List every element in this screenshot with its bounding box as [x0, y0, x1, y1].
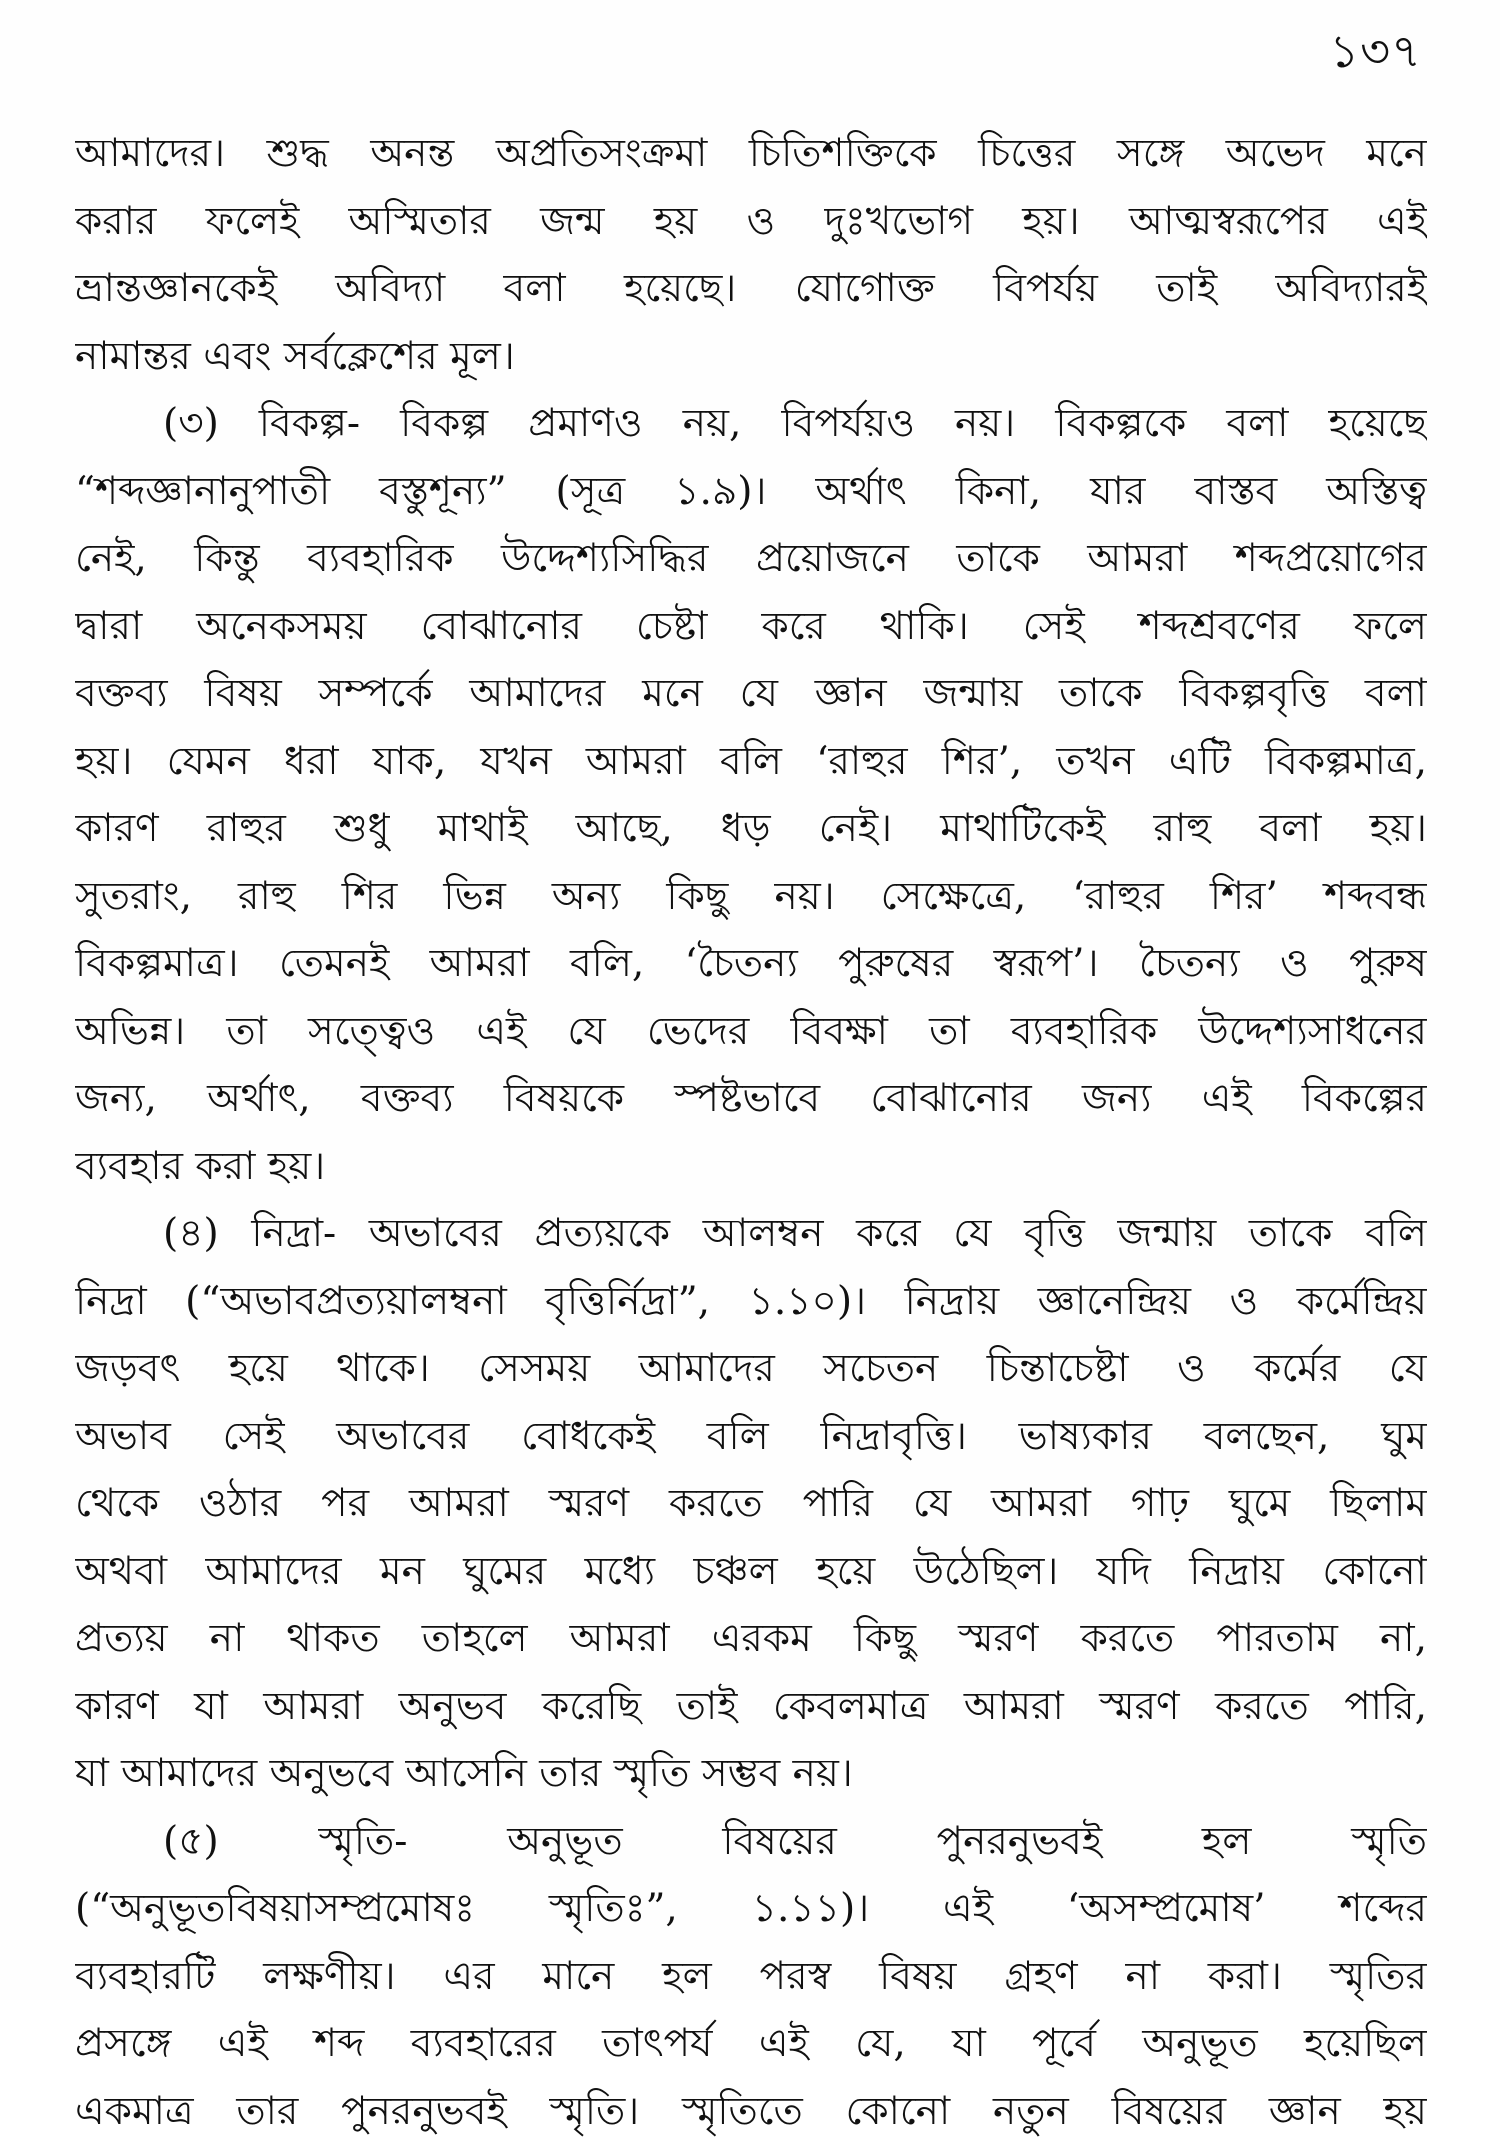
- text-line: প্রসঙ্গে এই শব্দ ব্যবহারের তাৎপর্য এই যে, যা পূর্বে অনুভূত হয়েছিল: [75, 2010, 1427, 2078]
- text-line: একমাত্র তার পুনরনুভবই স্মৃতি। স্মৃতিতে কোনো নতুন বিষয়ের জ্ঞান হয়: [75, 2078, 1427, 2145]
- text-line: নিদ্রা (“অভাবপ্রত্যয়ালম্বনা বৃত্তির্নিদ্রা”, ১.১০)। নিদ্রায় জ্ঞানেন্দ্রিয় ও কর্মেন্দ্রিয়: [75, 1268, 1427, 1336]
- text-line: “শব্দজ্ঞানানুপাতী বস্তুশূন্য” (সূত্র ১.৯)। অর্থাৎ কিনা, যার বাস্তব অস্তিত্ব: [75, 458, 1427, 526]
- page-number: ১৩৭: [1329, 28, 1422, 74]
- text-line: সুতরাং, রাহু শির ভিন্ন অন্য কিছু নয়। সেক্ষেত্রে, ‘রাহুর শির’ শব্দবন্ধ: [75, 863, 1427, 931]
- text-line: (৫) স্মৃতি- অনুভূত বিষয়ের পুনরনুভবই হল স্মৃতি: [75, 1808, 1427, 1876]
- text-line: আমাদের। শুদ্ধ অনন্ত অপ্রতিসংক্রমা চিতিশক্তিকে চিত্তের সঙ্গে অভেদ মনে: [75, 120, 1427, 188]
- text-line: থেকে ওঠার পর আমরা স্মরণ করতে পারি যে আমরা গাঢ় ঘুমে ছিলাম: [75, 1470, 1427, 1538]
- text-line: অভাব সেই অভাবের বোধকেই বলি নিদ্রাবৃত্তি। ভাষ্যকার বলছেন, ঘুম: [75, 1403, 1427, 1471]
- text-line: ভ্রান্তজ্ঞানকেই অবিদ্যা বলা হয়েছে। যোগোক্ত বিপর্যয় তাই অবিদ্যারই: [75, 255, 1427, 323]
- text-line: বিকল্পমাত্র। তেমনই আমরা বলি, ‘চৈতন্য পুরুষের স্বরূপ’। চৈতন্য ও পুরুষ: [75, 930, 1427, 998]
- text-line: (৩) বিকল্প- বিকল্প প্রমাণও নয়, বিপর্যয়ও নয়। বিকল্পকে বলা হয়েছে: [75, 390, 1427, 458]
- text-line: জন্য, অর্থাৎ, বক্তব্য বিষয়কে স্পষ্টভাবে বোঝানোর জন্য এই বিকল্পের: [75, 1065, 1427, 1133]
- text-line: করার ফলেই অস্মিতার জন্ম হয় ও দুঃখভোগ হয়। আত্মস্বরূপের এই: [75, 188, 1427, 256]
- text-line: কারণ যা আমরা অনুভব করেছি তাই কেবলমাত্র আমরা স্মরণ করতে পারি,: [75, 1673, 1427, 1741]
- text-line: (৪) নিদ্রা- অভাবের প্রত্যয়কে আলম্বন করে যে বৃত্তি জন্মায় তাকে বলি: [75, 1200, 1427, 1268]
- text-line: দ্বারা অনেকসময় বোঝানোর চেষ্টা করে থাকি। সেই শব্দশ্রবণের ফলে: [75, 593, 1427, 661]
- text-line: নামান্তর এবং সর্বক্লেশের মূল।: [75, 323, 1427, 391]
- text-line: নেই, কিন্তু ব্যবহারিক উদ্দেশ্যসিদ্ধির প্রয়োজনে তাকে আমরা শব্দপ্রয়োগের: [75, 525, 1427, 593]
- text-line: অথবা আমাদের মন ঘুমের মধ্যে চঞ্চল হয়ে উঠেছিল। যদি নিদ্রায় কোনো: [75, 1538, 1427, 1606]
- body-text: [75, 120, 1427, 2145]
- text-line: ব্যবহারটি লক্ষণীয়। এর মানে হল পরস্ব বিষয় গ্রহণ না করা। স্মৃতির: [75, 1943, 1427, 2011]
- text-line: জড়বৎ হয়ে থাকে। সেসময় আমাদের সচেতন চিন্তাচেষ্টা ও কর্মের যে: [75, 1335, 1427, 1403]
- text-line: (“অনুভূতবিষয়াসম্প্রমোষঃ স্মৃতিঃ”, ১.১১)। এই ‘অসম্প্রমোষ’ শব্দের: [75, 1875, 1427, 1943]
- text-line: হয়। যেমন ধরা যাক, যখন আমরা বলি ‘রাহুর শির’, তখন এটি বিকল্পমাত্র,: [75, 728, 1427, 796]
- text-line: যা আমাদের অনুভবে আসেনি তার স্মৃতি সম্ভব নয়।: [75, 1740, 1427, 1808]
- text-line: অভিন্ন। তা সত্ত্বেও এই যে ভেদের বিবক্ষা তা ব্যবহারিক উদ্দেশ্যসাধনের: [75, 998, 1427, 1066]
- text-line: বক্তব্য বিষয় সম্পর্কে আমাদের মনে যে জ্ঞান জন্মায় তাকে বিকল্পবৃত্তি বলা: [75, 660, 1427, 728]
- text-line: প্রত্যয় না থাকত তাহলে আমরা এরকম কিছু স্মরণ করতে পারতাম না,: [75, 1605, 1427, 1673]
- text-line: কারণ রাহুর শুধু মাথাই আছে, ধড় নেই। মাথাটিকেই রাহু বলা হয়।: [75, 795, 1427, 863]
- text-line: ব্যবহার করা হয়।: [75, 1133, 1427, 1201]
